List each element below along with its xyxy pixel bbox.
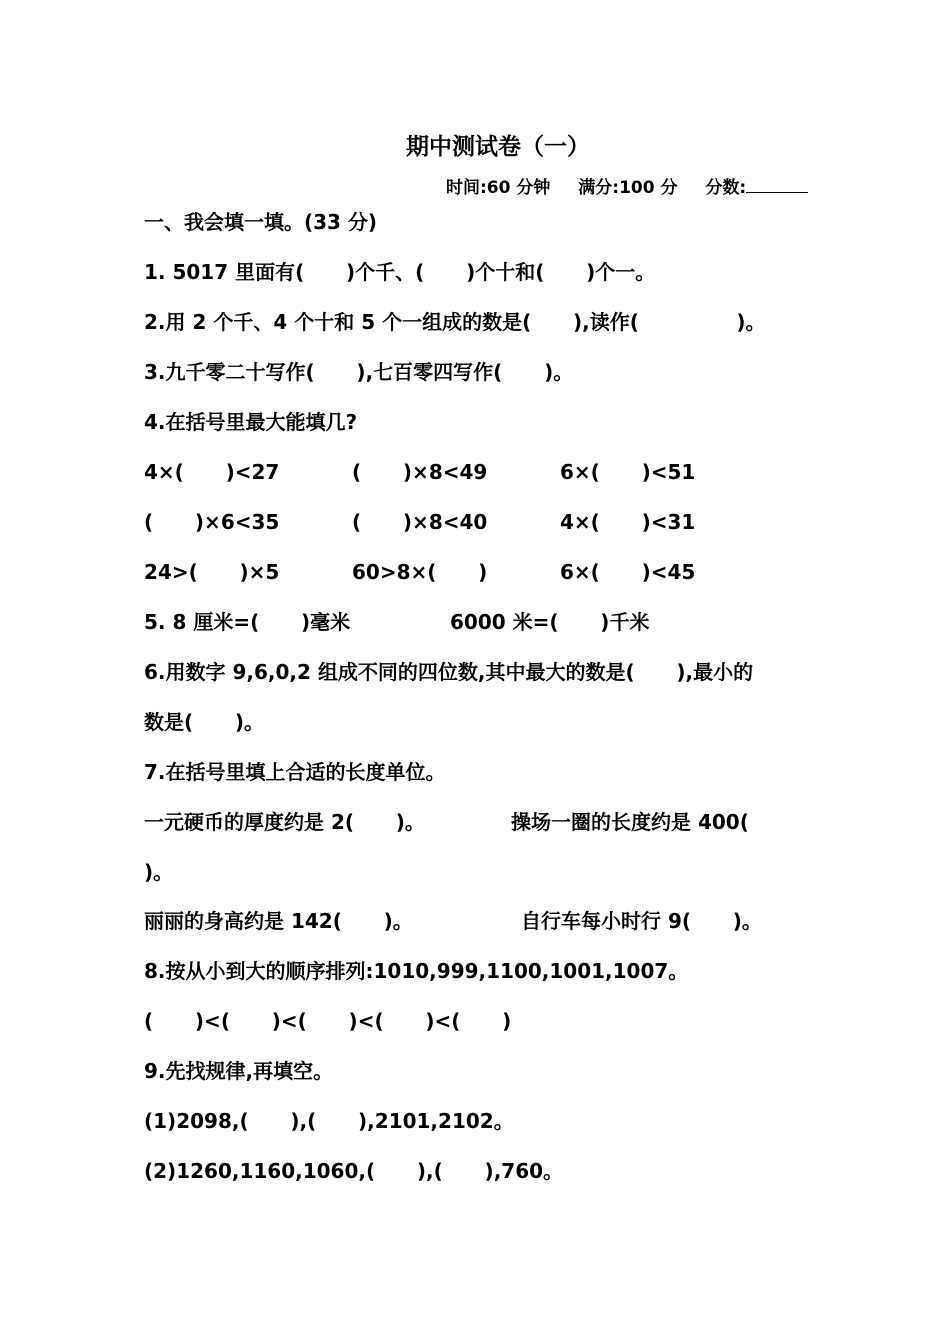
question-8-answer: ( )<( )<( )<( )<( ): [144, 1009, 512, 1033]
q4-item: 4×( )<31: [560, 510, 696, 534]
question-8-prompt: 8.按从小到大的顺序排列:1010,999,1100,1001,1007。: [144, 959, 689, 983]
score-label: 分数:: [705, 178, 747, 198]
q4-item: ( )×8<40: [352, 510, 488, 534]
q4-item: 60>8×( ): [352, 560, 488, 584]
question-6-line2: 数是( )。: [144, 710, 265, 734]
question-7-a: 一元硬币的厚度约是 2( )。: [144, 810, 425, 834]
full-score: 满分:100 分: [578, 178, 678, 198]
q4-item: 4×( )<27: [144, 460, 280, 484]
question-2: 2.用 2 个千、4 个十和 5 个一组成的数是( ),读作( )。: [144, 310, 766, 334]
question-9-part2: (2)1260,1160,1060,( ),( ),760。: [144, 1159, 564, 1183]
question-6-line1: 6.用数字 9,6,0,2 组成不同的四位数,其中最大的数是( ),最小的: [144, 660, 754, 684]
question-7-prompt: 7.在括号里填上合适的长度单位。: [144, 760, 446, 784]
question-5-left: 5. 8 厘米=( )毫米: [144, 610, 351, 634]
q4-item: 6×( )<51: [560, 460, 696, 484]
question-5-right: 6000 米=( )千米: [450, 610, 650, 634]
question-7-d: 自行车每小时行 9( )。: [521, 909, 762, 933]
question-3: 3.九千零二十写作( ),七百零四写作( )。: [144, 360, 574, 384]
question-1: 1. 5017 里面有( )个千、( )个十和( )个一。: [144, 260, 656, 284]
question-7-b: 操场一圈的长度约是 400(: [511, 810, 749, 834]
exam-meta: [446, 173, 808, 198]
question-9-part1: (1)2098,( ),( ),2101,2102。: [144, 1109, 514, 1133]
q4-item: ( )×8<49: [352, 460, 488, 484]
page-title: 期中测试卷（一）: [406, 134, 590, 160]
question-7-b-cont: )。: [144, 860, 174, 884]
question-4-prompt: 4.在括号里最大能填几?: [144, 410, 358, 434]
q4-item: 6×( )<45: [560, 560, 696, 584]
time-limit: 时间:60 分钟: [446, 178, 551, 198]
score-blank[interactable]: [746, 176, 808, 193]
question-9-prompt: 9.先找规律,再填空。: [144, 1059, 334, 1083]
question-7-c: 丽丽的身高约是 142( )。: [144, 909, 413, 933]
section-heading: 一、我会填一填。(33 分): [144, 210, 378, 234]
q4-item: 24>( )×5: [144, 560, 280, 584]
q4-item: ( )×6<35: [144, 510, 280, 534]
